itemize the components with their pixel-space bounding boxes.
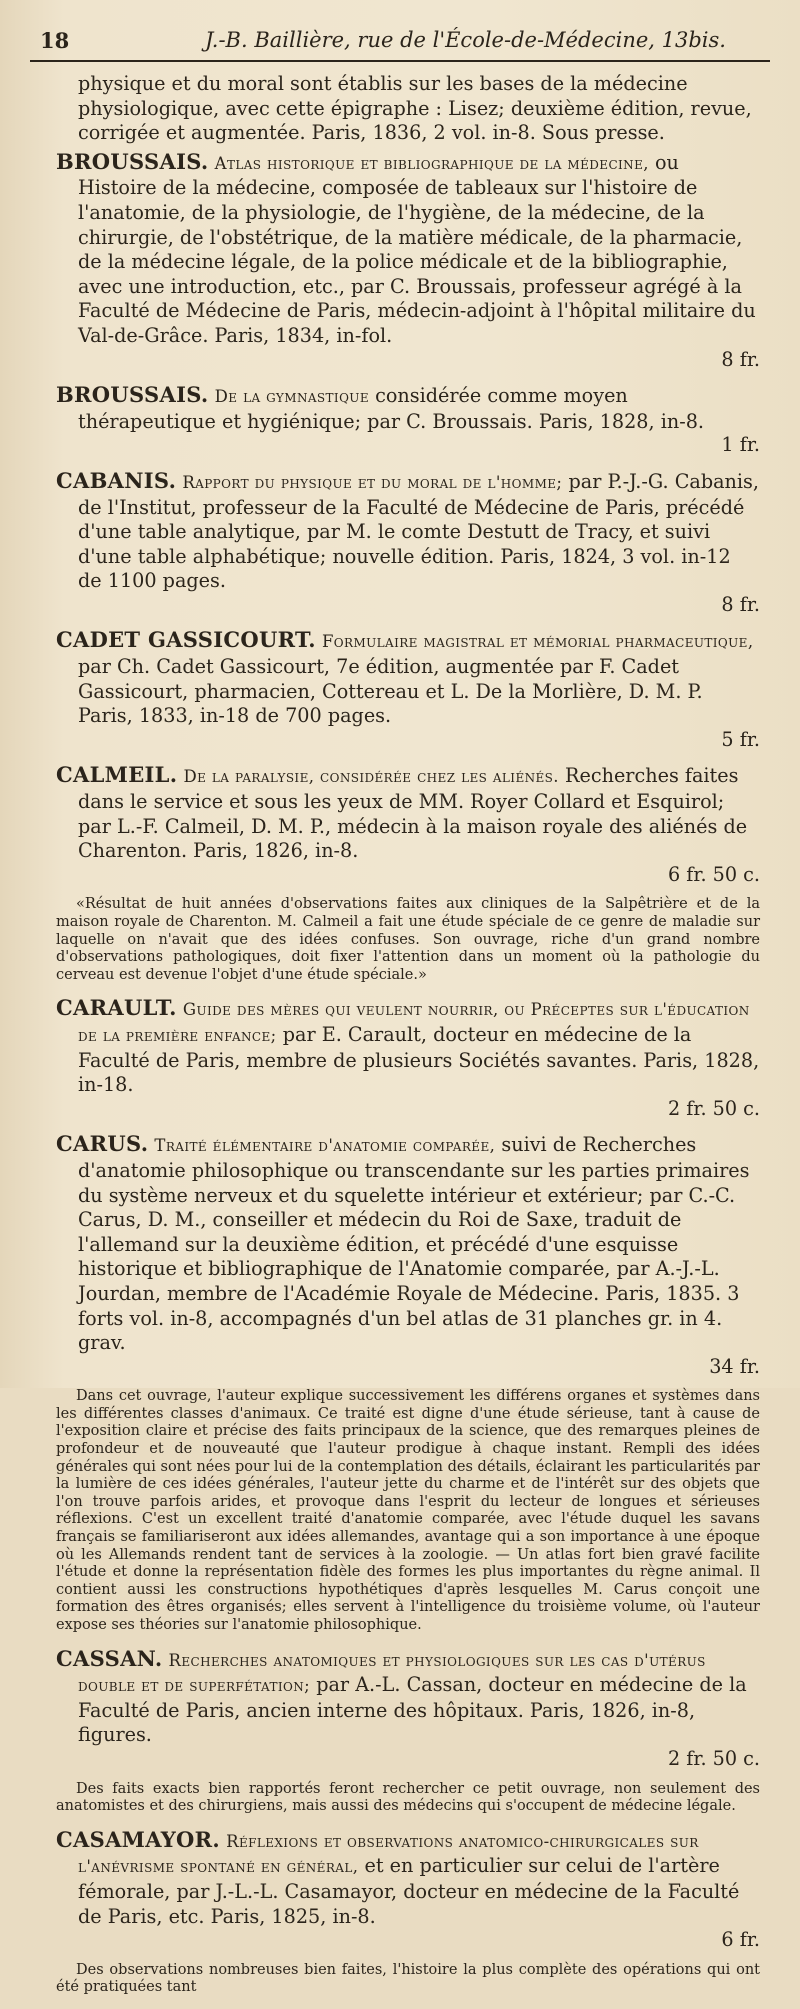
entry-author: CARUS. — [56, 1131, 149, 1157]
entry-text: considérée comme moyen thérapeutique et hygiénique; par C. Broussais. Paris, 1828, in-8. — [78, 384, 705, 433]
entry-author: CARAULT. — [56, 995, 177, 1021]
entry-cabanis — [56, 469, 760, 618]
entry-author: BROUSSAIS. — [56, 148, 209, 174]
entry-text: suivi de Recherches d'anatomie philosophique ou transcendante sur les parties primaires du système nerveux et du squelette intérieur et extérieur; par C.-C. Carus, D. M., conseiller et médecin du Roi de Saxe, traduit de l'allemand sur la deuxième édition, et précédé d'une esquisse historique et bibliographique de l'Anatomie comparée, par A.-J.-L. Jourdan, membre de l'Académie Royale de Médecine. Paris, 1835. 3 forts vol. in-8, accompagnés d'un bel atlas de 31 planches gr. in 4. grav. — [78, 1133, 750, 1355]
entry-text: par E. Carault, docteur en médecine de la Faculté de Paris, membre de plusieurs Sociétés savantes. Paris, 1828, in-18. — [78, 1022, 760, 1097]
entry-broussais-atlas — [56, 150, 760, 372]
entry-note: Des observations nombreuses bien faites, l'histoire la plus complète des opérations qui ont été pratiquées tant — [56, 1961, 760, 1996]
entry-author: CASAMAYOR. — [56, 1826, 221, 1852]
entry-title: Formulaire magistral et mémorial pharmaceutique, — [321, 632, 754, 652]
entry-text: et en particulier sur celui de l'artère fémorale, par J.-L.-L. Casamayor, docteur en médecine de la Faculté de Paris, etc. Paris, 1825, in-8. — [78, 1854, 740, 1928]
continued-text: physique et du moral sont établis sur les bases de la médecine physiologique, avec cette épigraphe : Lisez; deuxième édition, revue, corrigée et augmentée. Paris, 1836, 2 vol. in-8. Sous presse. — [78, 72, 752, 145]
entry-title: De la paralysie, considérée chez les aliénés. — [183, 767, 559, 787]
entry-text: par P.-J.-G. Cabanis, de l'Institut, professeur de la Faculté de Médecine de Paris, précédé d'une table analytique, par M. le comte Destutt de Tracy, et suivi d'une table alphabétique; nouvelle édition. Paris, 1824, 3 vol. in-12 de 1100 pages. — [78, 469, 759, 593]
entry-title: Recherches anatomiques et physiologiques sur les cas d'utérus double et de superfétation; — [78, 1650, 706, 1696]
entry-price: 2 fr. 50 c. — [667, 1746, 760, 1770]
entry-note: «Résultat de huit années d'observations faites aux cliniques de la Salpêtrière et de la maison royale de Charenton. M. Calmeil a fait une étude spéciale de ce genre de maladie sur laquelle on n'avait que des idées confuses. Son ouvrage, riche d'un grand nombre d'observations pathologiques, doit fixer l'attention dans un moment où la pathologie du cerveau est devenue l'objet d'une étude spéciale.» — [56, 896, 760, 983]
entry-note: Des faits exacts bien rapportés feront rechercher ce petit ouvrage, non seulement des anatomistes et des chirurgiens, mais aussi des médecins qui s'occupent de médecine légale. — [56, 1780, 760, 1815]
page-number: 18 — [40, 28, 70, 53]
entry-price: 6 fr. — [721, 1928, 760, 1952]
entry-price: 6 fr. 50 c. — [667, 862, 760, 886]
entry-price: 8 fr. — [721, 592, 760, 616]
catalog-entries — [56, 72, 760, 2009]
entry-broussais-gym — [56, 383, 760, 458]
entry-author: CASSAN. — [56, 1645, 163, 1671]
entry-cassan — [56, 1647, 760, 1772]
entry-carault — [56, 996, 760, 1121]
entry-author: CABANIS. — [56, 467, 177, 493]
entry-cadet — [56, 628, 760, 752]
entry-price: 2 fr. 50 c. — [667, 1096, 760, 1120]
entry-price: 1 fr. — [721, 433, 760, 457]
entry-price: 34 fr. — [709, 1354, 760, 1378]
entry-title: Réflexions et observations anatomico-chirurgicales sur l'anévrisme spontané en général, — [78, 1831, 699, 1877]
entry-casamayor — [56, 1828, 760, 1953]
entry-title: Rapport du physique et du moral de l'homme; — [182, 472, 563, 492]
publisher-line: J.-B. Baillière, rue de l'École-de-Médecine, 13bis. — [205, 28, 726, 52]
entry-title: Traité élémentaire d'anatomie comparée, — [154, 1136, 496, 1156]
entry-author: CADET GASSICOURT. — [56, 627, 316, 653]
entry-calmeil — [56, 763, 760, 887]
header-rule — [30, 60, 770, 62]
running-head — [40, 28, 760, 54]
entry-text: Recherches faites dans le service et sous les yeux de MM. Royer Collard et Esquirol; par L.-F. Calmeil, D. M. P., médecin à la maison royale des aliénés de Charenton. Paris, 1826, in-8. — [78, 764, 748, 863]
entry-text: par A.-L. Cassan, docteur en médecine de la Faculté de Paris, ancien interne des hôpitaux. Paris, 1826, in-8, figures. — [78, 1673, 747, 1747]
entry-carus — [56, 1132, 760, 1379]
entry-price: 8 fr. — [721, 347, 760, 371]
entry-text: par Ch. Cadet Gassicourt, 7e édition, augmentée par F. Cadet Gassicourt, pharmacien, Cottereau et L. De la Morlière, D. M. P. Paris, 1833, in-18 de 700 pages. — [78, 655, 703, 728]
entry-note: Dans cet ouvrage, l'auteur explique successivement les différens organes et systèmes dans les différentes classes d'animaux. Ce traité est digne d'une étude sérieuse, tant à cause de l'exposition claire et précise des faits principaux de la science, que des remarques pleines de profondeur et de nouveauté que l'auteur prodigue à chaque instant. Rempli des idées générales qui sont nées pour lui de la contemplation des détails, éclairant les particularités par la lumière de ces idées générales, l'auteur jette du charme et de l'intérêt sur des objets que l'on trouve parfois arides, et provoque dans l'esprit du lecteur de longues et sérieuses réflexions. C'est un excellent traité d'anatomie comparée, avec l'étude duquel les savans français se familiariseront aux idées allemandes, avantage qui a son importance à une époque où les Allemands rendent tant de services à la zoologie. — Un atlas fort bien gravé facilite l'étude et donne la représentation fidèle des formes les plus importantes du règne animal. Il contient aussi les constructions hypothétiques d'après lesquelles M. Carus conçoit une formation des êtres organisés; elles servent à l'intelligence du troisième volume, où l'auteur expose ses théories sur l'anatomie philosophique. — [56, 1388, 760, 1633]
entry-author: CALMEIL. — [56, 762, 178, 788]
entry-price: 5 fr. — [721, 727, 760, 751]
entry-title: Guide des mères qui veulent nourrir, ou Préceptes sur l'éducation de la première enfance; — [78, 1000, 750, 1045]
entry-author: BROUSSAIS. — [56, 382, 209, 408]
entry-title: Atlas historique et bibliographique de la médecine, — [214, 153, 649, 173]
entry-title: De la gymnastique — [214, 387, 369, 407]
entry-text: ou Histoire de la médecine, composée de tableaux sur l'histoire de l'anatomie, de la physiologie, de l'hygiène, de la médecine, de la chirurgie, de l'obstétrique, de la matière médicale, de la pharmacie, de la médecine légale, de la police médicale et de la bibliographie, avec une introduction, etc., par C. Broussais, professeur agrégé à la Faculté de Médecine de Paris, médecin-adjoint à l'hôpital militaire du Val-de-Grâce. Paris, 1834, in-fol. — [78, 150, 756, 347]
